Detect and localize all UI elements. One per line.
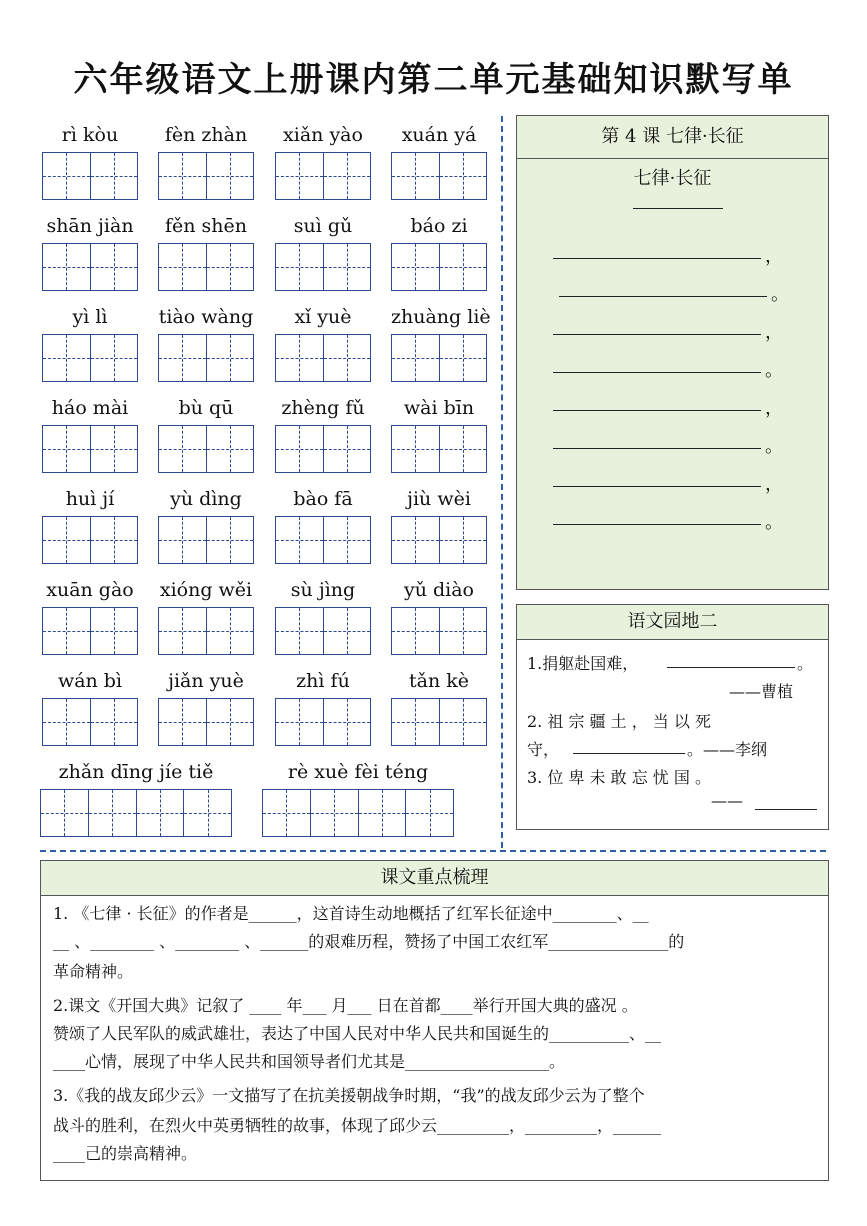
pinyin-label: tiào wàng bbox=[158, 306, 254, 328]
pinyin-label: xǐ yuè bbox=[294, 306, 352, 328]
tian-zi-cell[interactable] bbox=[207, 335, 254, 381]
character-writing-grid[interactable] bbox=[42, 243, 138, 291]
poem-line-blank[interactable] bbox=[559, 296, 767, 297]
tian-zi-cell[interactable] bbox=[207, 426, 254, 472]
poem-line-punct: ， bbox=[765, 398, 783, 419]
vertical-divider bbox=[501, 116, 503, 848]
tian-zi-cell[interactable] bbox=[311, 790, 359, 836]
tian-zi-cell[interactable] bbox=[207, 699, 254, 745]
tian-zi-cell[interactable] bbox=[392, 517, 440, 563]
poem-title: 七律·长征 bbox=[633, 168, 712, 189]
tian-zi-cell[interactable] bbox=[159, 244, 207, 290]
tian-zi-cell[interactable] bbox=[43, 335, 91, 381]
tian-zi-cell[interactable] bbox=[91, 699, 138, 745]
pinyin-label: xuán yá bbox=[401, 124, 477, 146]
tian-zi-cell[interactable] bbox=[324, 426, 371, 472]
pinyin-label: zhǎn dīng jíe tiě bbox=[58, 761, 214, 783]
tian-zi-cell[interactable] bbox=[392, 153, 440, 199]
q1-blank[interactable] bbox=[667, 667, 795, 668]
tian-zi-cell[interactable] bbox=[406, 790, 453, 836]
tian-zi-cell[interactable] bbox=[159, 426, 207, 472]
tian-zi-cell[interactable] bbox=[392, 608, 440, 654]
tian-zi-cell[interactable] bbox=[159, 699, 207, 745]
pinyin-label: fèn zhàn bbox=[164, 124, 248, 146]
character-writing-grid[interactable] bbox=[158, 425, 254, 473]
pinyin-label: tǎn kè bbox=[409, 670, 469, 692]
tian-zi-cell[interactable] bbox=[159, 517, 207, 563]
q3-line1: 3. 位 卑 未 敢 忘 忧 国 。 bbox=[527, 768, 711, 787]
pinyin-label: zhì fú bbox=[296, 670, 350, 692]
tian-zi-cell[interactable] bbox=[91, 426, 138, 472]
kp3-line3: ____己的崇高精神。 bbox=[53, 1144, 198, 1163]
tian-zi-cell[interactable] bbox=[440, 699, 487, 745]
tian-zi-cell[interactable] bbox=[43, 517, 91, 563]
key-points-header: 课文重点梳理 bbox=[41, 861, 828, 896]
q1-end: 。 bbox=[797, 654, 814, 673]
pinyin-label: jiǎn yuè bbox=[168, 670, 244, 692]
pinyin-label: suì gǔ bbox=[293, 215, 353, 237]
pinyin-label: zhèng fǔ bbox=[281, 397, 365, 419]
character-writing-grid[interactable] bbox=[42, 425, 138, 473]
poem-line-blank[interactable] bbox=[553, 448, 761, 449]
pinyin-label: bào fā bbox=[293, 488, 353, 510]
tian-zi-cell[interactable] bbox=[43, 608, 91, 654]
kp3-line1: 3.《我的战友邱少云》一文描写了在抗美援朝战争时期，“我”的战友邱少云为了整个 bbox=[53, 1086, 645, 1105]
tian-zi-cell[interactable] bbox=[91, 608, 138, 654]
yuwen-header: 语文园地二 bbox=[517, 605, 828, 640]
pinyin-label: rì kòu bbox=[61, 124, 119, 146]
pinyin-label: yǔ diào bbox=[403, 579, 475, 601]
tian-zi-cell[interactable] bbox=[324, 153, 371, 199]
poem-line-blank[interactable] bbox=[553, 372, 761, 373]
q2-blank[interactable] bbox=[573, 753, 685, 754]
kp1-line3: 革命精神。 bbox=[53, 962, 134, 981]
tian-zi-cell[interactable] bbox=[276, 153, 324, 199]
tian-zi-cell[interactable] bbox=[392, 699, 440, 745]
tian-zi-cell[interactable] bbox=[159, 153, 207, 199]
character-writing-grid[interactable] bbox=[391, 334, 487, 382]
kp2-line2: 赞颂了人民军队的威武雄壮，表达了中国人民对中华人民共和国诞生的__________、__ bbox=[53, 1024, 662, 1043]
pinyin-label: xiǎn yào bbox=[283, 124, 363, 146]
tian-zi-cell[interactable] bbox=[91, 517, 138, 563]
pinyin-label: xuān gào bbox=[46, 579, 134, 601]
tian-zi-cell[interactable] bbox=[43, 244, 91, 290]
poem-line-punct: 。 bbox=[765, 512, 783, 533]
tian-zi-cell[interactable] bbox=[276, 426, 324, 472]
tian-zi-cell[interactable] bbox=[43, 153, 91, 199]
poem-line-blank[interactable] bbox=[553, 334, 761, 335]
tian-zi-cell[interactable] bbox=[159, 608, 207, 654]
pinyin-label: sù jìng bbox=[290, 579, 356, 601]
tian-zi-cell[interactable] bbox=[440, 153, 487, 199]
character-writing-grid[interactable] bbox=[391, 516, 487, 564]
q1-text: 1.捐躯赴国难， bbox=[527, 654, 639, 673]
q2-end: 。——李纲 bbox=[687, 740, 768, 759]
character-writing-grid[interactable] bbox=[40, 789, 232, 837]
character-writing-grid[interactable] bbox=[158, 334, 254, 382]
tian-zi-cell[interactable] bbox=[184, 790, 231, 836]
tian-zi-cell[interactable] bbox=[276, 699, 324, 745]
tian-zi-cell[interactable] bbox=[276, 244, 324, 290]
pinyin-label: shān jiàn bbox=[46, 215, 134, 237]
character-writing-grid[interactable] bbox=[42, 607, 138, 655]
q3-blank[interactable] bbox=[755, 809, 817, 810]
kp1-line2: __ 、________ 、________ 、______的艰难历程，赞扬了中国工农红军_______________的 bbox=[53, 932, 685, 951]
poem-line-punct: ， bbox=[765, 246, 783, 267]
pinyin-label: yù dìng bbox=[170, 488, 242, 510]
pinyin-label: háo mài bbox=[51, 397, 129, 419]
character-writing-grid[interactable] bbox=[158, 516, 254, 564]
kp2-line3: ____心情，展现了中华人民共和国领导者们尤其是__________________。 bbox=[53, 1052, 566, 1071]
kp1-line1: 1. 《七律 · 长征》的作者是______，这首诗生动地概括了红军长征途中________、__ bbox=[53, 904, 649, 923]
poem-line-blank[interactable] bbox=[553, 410, 761, 411]
pinyin-label: huì jí bbox=[65, 488, 115, 510]
poem-line-blank[interactable] bbox=[553, 258, 761, 259]
character-writing-grid[interactable] bbox=[42, 516, 138, 564]
pinyin-label: báo zi bbox=[410, 215, 468, 237]
character-writing-grid[interactable] bbox=[275, 607, 371, 655]
tian-zi-cell[interactable] bbox=[324, 699, 371, 745]
character-writing-grid[interactable] bbox=[275, 152, 371, 200]
tian-zi-cell[interactable] bbox=[440, 426, 487, 472]
pinyin-label: fěn shēn bbox=[164, 215, 248, 237]
poem-line-blank[interactable] bbox=[553, 524, 761, 525]
tian-zi-cell[interactable] bbox=[392, 244, 440, 290]
tian-zi-cell[interactable] bbox=[359, 790, 407, 836]
poem-author-blank[interactable] bbox=[633, 208, 723, 209]
tian-zi-cell[interactable] bbox=[137, 790, 185, 836]
q2-line2: 守， bbox=[527, 740, 560, 759]
character-writing-grid[interactable] bbox=[275, 243, 371, 291]
tian-zi-cell[interactable] bbox=[159, 335, 207, 381]
character-writing-grid[interactable] bbox=[275, 425, 371, 473]
q1-author: ——曹植 bbox=[729, 682, 794, 701]
tian-zi-cell[interactable] bbox=[440, 244, 487, 290]
character-writing-grid[interactable] bbox=[158, 243, 254, 291]
pinyin-label: yì lì bbox=[72, 306, 108, 328]
tian-zi-cell[interactable] bbox=[91, 153, 138, 199]
tian-zi-cell[interactable] bbox=[440, 517, 487, 563]
horizontal-divider bbox=[40, 850, 826, 852]
tian-zi-cell[interactable] bbox=[392, 426, 440, 472]
poem-line-punct: 。 bbox=[771, 284, 789, 305]
pinyin-label: wài bīn bbox=[403, 397, 475, 419]
tian-zi-cell[interactable] bbox=[324, 244, 371, 290]
tian-zi-cell[interactable] bbox=[324, 608, 371, 654]
pinyin-label: wán bì bbox=[57, 670, 123, 692]
tian-zi-cell[interactable] bbox=[207, 608, 254, 654]
character-writing-grid[interactable] bbox=[42, 152, 138, 200]
q3-dash: —— bbox=[711, 791, 743, 810]
character-writing-grid[interactable] bbox=[158, 698, 254, 746]
character-writing-grid[interactable] bbox=[275, 698, 371, 746]
pinyin-label: xióng wěi bbox=[159, 579, 253, 601]
tian-zi-cell[interactable] bbox=[41, 790, 89, 836]
character-writing-grid[interactable] bbox=[158, 152, 254, 200]
tian-zi-cell[interactable] bbox=[276, 517, 324, 563]
character-writing-grid[interactable] bbox=[391, 607, 487, 655]
character-writing-grid[interactable] bbox=[262, 789, 454, 837]
tian-zi-cell[interactable] bbox=[324, 335, 371, 381]
tian-zi-cell[interactable] bbox=[207, 153, 254, 199]
pinyin-label: jiù wèi bbox=[407, 488, 471, 510]
tian-zi-cell[interactable] bbox=[207, 517, 254, 563]
tian-zi-cell[interactable] bbox=[263, 790, 311, 836]
character-writing-grid[interactable] bbox=[391, 152, 487, 200]
poem-line-blank[interactable] bbox=[553, 486, 761, 487]
character-writing-grid[interactable] bbox=[42, 334, 138, 382]
pinyin-label: bù qū bbox=[178, 397, 234, 419]
tian-zi-cell[interactable] bbox=[43, 699, 91, 745]
pinyin-label: zhuàng liè bbox=[391, 306, 491, 328]
tian-zi-cell[interactable] bbox=[276, 335, 324, 381]
tian-zi-cell[interactable] bbox=[440, 608, 487, 654]
poem-line-punct: 。 bbox=[765, 436, 783, 457]
tian-zi-cell[interactable] bbox=[440, 335, 487, 381]
tian-zi-cell[interactable] bbox=[207, 244, 254, 290]
tian-zi-cell[interactable] bbox=[89, 790, 137, 836]
character-writing-grid[interactable] bbox=[391, 243, 487, 291]
yuwen-garden-box bbox=[516, 604, 829, 830]
character-writing-grid[interactable] bbox=[158, 607, 254, 655]
kp3-line2: 战斗的胜利，在烈火中英勇牺牲的故事，体现了邱少云_________，_________，______ bbox=[53, 1116, 662, 1135]
tian-zi-cell[interactable] bbox=[91, 244, 138, 290]
character-writing-grid[interactable] bbox=[391, 425, 487, 473]
character-writing-grid[interactable] bbox=[275, 334, 371, 382]
poem-line-punct: ， bbox=[765, 474, 783, 495]
pinyin-label: rè xuè fèi téng bbox=[287, 761, 429, 783]
q2-line1: 2. 祖 宗 疆 土 ， 当 以 死 bbox=[527, 712, 711, 731]
lesson-header: 第 4 课 七律·长征 bbox=[517, 116, 828, 159]
character-writing-grid[interactable] bbox=[42, 698, 138, 746]
tian-zi-cell[interactable] bbox=[276, 608, 324, 654]
kp2-line1: 2.课文《开国大典》记叙了 ____ 年___ 月___ 日在首都____举行开国大典的盛况 。 bbox=[53, 996, 638, 1015]
tian-zi-cell[interactable] bbox=[324, 517, 371, 563]
lesson-4-poem-box bbox=[516, 115, 829, 590]
page-title: 六年级语文上册课内第二单元基础知识默写单 bbox=[73, 60, 794, 100]
tian-zi-cell[interactable] bbox=[43, 426, 91, 472]
tian-zi-cell[interactable] bbox=[91, 335, 138, 381]
poem-line-punct: ， bbox=[765, 322, 783, 343]
poem-line-punct: 。 bbox=[765, 360, 783, 381]
tian-zi-cell[interactable] bbox=[392, 335, 440, 381]
character-writing-grid[interactable] bbox=[391, 698, 487, 746]
key-points-box bbox=[40, 860, 829, 1181]
character-writing-grid[interactable] bbox=[275, 516, 371, 564]
